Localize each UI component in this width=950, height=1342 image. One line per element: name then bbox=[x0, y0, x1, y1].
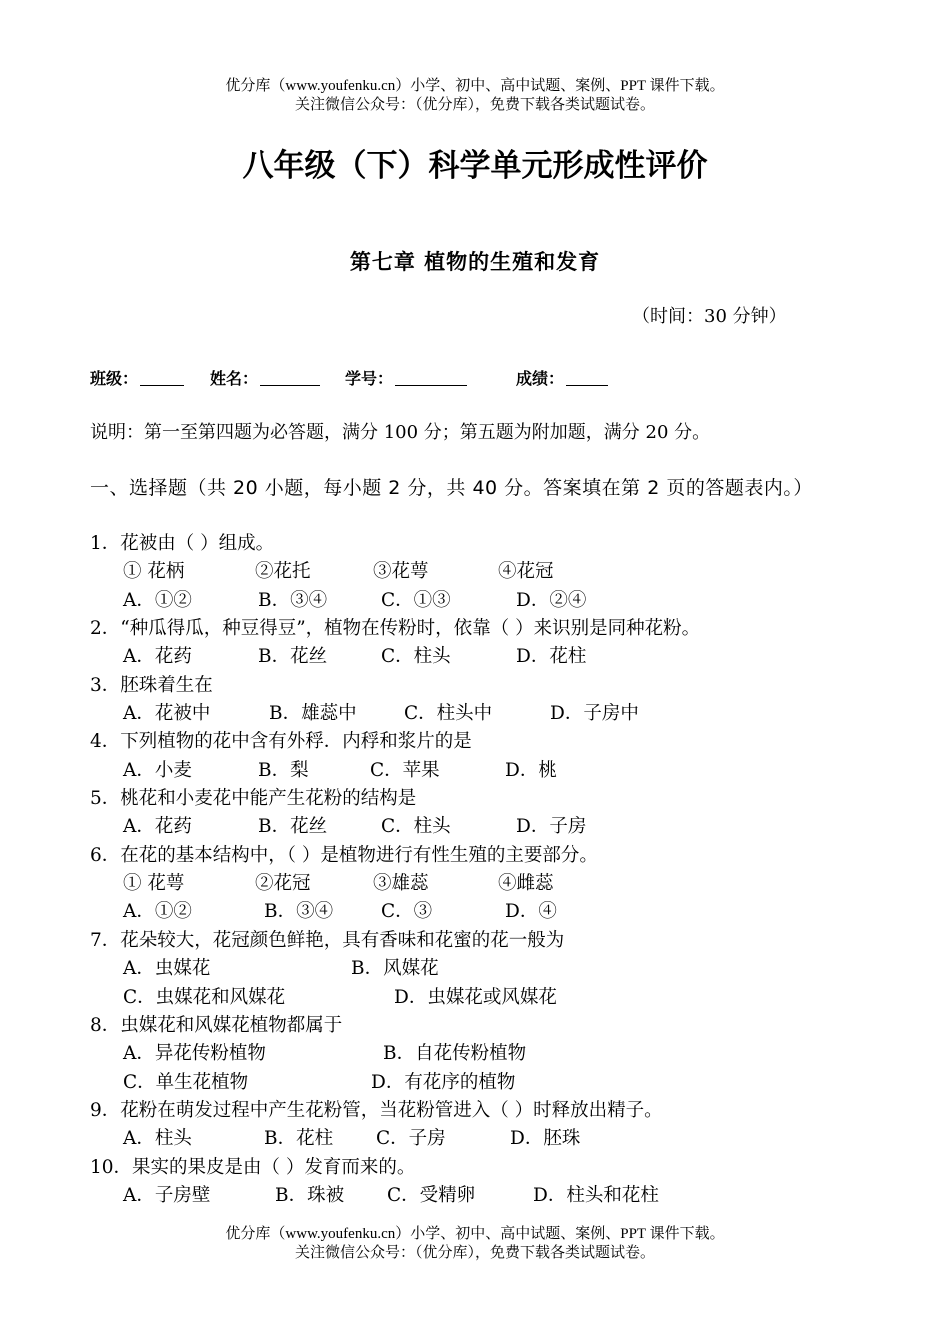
sub-option-row bbox=[123, 870, 890, 898]
sub-option: ②花冠 bbox=[255, 873, 311, 895]
class-label: 班级： bbox=[90, 369, 139, 388]
option-b[interactable]: B．梨 bbox=[258, 759, 309, 781]
student-number-blank[interactable] bbox=[395, 369, 467, 386]
sub-option: ③雄蕊 bbox=[373, 873, 429, 895]
option-row bbox=[123, 1182, 890, 1210]
header-banner-line2: 关注微信公众号：（优分库），免费下载各类试题试卷。 bbox=[294, 97, 655, 113]
option-c[interactable]: C．①③ bbox=[381, 589, 451, 611]
option-a[interactable]: A．花药 bbox=[123, 816, 192, 838]
option-row bbox=[123, 984, 890, 1012]
sub-option: ① 花萼 bbox=[123, 873, 185, 895]
name-field bbox=[210, 366, 320, 389]
option-c[interactable]: C．虫媒花和风媒花 bbox=[123, 986, 286, 1008]
option-row bbox=[123, 955, 890, 983]
instructions: 说明：第一至第四题为必答题，满分 100 分；第五题为附加题，满分 20 分。 bbox=[90, 422, 711, 443]
option-b[interactable]: B．风媒花 bbox=[351, 958, 439, 980]
sub-option: ④雌蕊 bbox=[498, 873, 554, 895]
option-row bbox=[123, 813, 890, 841]
class-blank[interactable] bbox=[140, 369, 184, 386]
option-d[interactable]: D．④ bbox=[505, 901, 557, 923]
option-b[interactable]: B．③④ bbox=[264, 901, 334, 923]
name-label: 姓名： bbox=[210, 369, 259, 388]
question-stem: 7．花朵较大，花冠颜色鲜艳，具有香味和花蜜的花一般为 bbox=[90, 929, 565, 951]
sub-option-row bbox=[123, 558, 890, 586]
option-c[interactable]: C．柱头 bbox=[381, 816, 451, 838]
option-a[interactable]: A．①② bbox=[123, 901, 192, 923]
option-d[interactable]: D．胚珠 bbox=[510, 1128, 581, 1150]
option-d[interactable]: D．柱头和花柱 bbox=[533, 1184, 659, 1206]
option-row bbox=[123, 1040, 890, 1068]
option-d[interactable]: D．桃 bbox=[505, 759, 557, 781]
question-stem: 9．花粉在萌发过程中产生花粉管，当花粉管进入（ ）时释放出精子。 bbox=[90, 1099, 663, 1121]
sub-option: ③花萼 bbox=[373, 561, 429, 583]
chapter-title: 第七章 植物的生殖和发育 bbox=[349, 250, 601, 274]
question-stem: 3．胚珠着生在 bbox=[90, 674, 213, 696]
option-row bbox=[123, 1125, 890, 1153]
footer-banner-line1: 优分库（www.youfenku.cn）小学、初中、高中试题、案例、PPT 课件下载。 bbox=[225, 1226, 725, 1242]
header-banner-line1: 优分库（www.youfenku.cn）小学、初中、高中试题、案例、PPT 课件下载。 bbox=[225, 78, 725, 94]
question-stem: 5．桃花和小麦花中能产生花粉的结构是 bbox=[90, 788, 417, 810]
option-a[interactable]: A．小麦 bbox=[123, 759, 192, 781]
option-row bbox=[123, 1069, 890, 1097]
option-a[interactable]: A．虫媒花 bbox=[123, 958, 211, 980]
class-field bbox=[90, 366, 184, 389]
question-stem: 4．下列植物的花中含有外稃．内稃和浆片的是 bbox=[90, 731, 472, 753]
footer-banner bbox=[0, 1225, 950, 1263]
question-stem: 6．在花的基本结构中，（ ）是植物进行有性生殖的主要部分。 bbox=[90, 844, 598, 866]
sub-option: ②花托 bbox=[255, 561, 311, 583]
option-a[interactable]: A．异花传粉植物 bbox=[123, 1043, 266, 1065]
option-b[interactable]: B．花丝 bbox=[258, 816, 328, 838]
score-blank[interactable] bbox=[566, 369, 608, 386]
section-heading: 一、选择题（共 20 小题，每小题 2 分，共 40 分。答案填在第 2 页的答题表内。） bbox=[90, 477, 813, 499]
option-b[interactable]: B．花丝 bbox=[258, 646, 328, 668]
option-d[interactable]: D．虫媒花或风媒花 bbox=[394, 986, 557, 1008]
option-c[interactable]: C．③ bbox=[381, 901, 433, 923]
question-stem: 1．花被由（ ）组成。 bbox=[90, 533, 275, 554]
student-number-field bbox=[345, 366, 467, 389]
option-b[interactable]: B．自花传粉植物 bbox=[383, 1043, 527, 1065]
header-banner bbox=[0, 77, 950, 115]
option-row bbox=[123, 643, 890, 671]
student-number-label: 学号： bbox=[345, 369, 394, 388]
score-field bbox=[516, 366, 608, 389]
option-c[interactable]: C．柱头中 bbox=[404, 703, 493, 725]
option-b[interactable]: B．花柱 bbox=[264, 1128, 334, 1150]
question-stem: 2．“种瓜得瓜，种豆得豆”，植物在传粉时，依靠（ ）来识别是同种花粉。 bbox=[90, 618, 701, 640]
option-a[interactable]: A．①② bbox=[123, 589, 192, 611]
option-c[interactable]: C．柱头 bbox=[381, 646, 451, 668]
option-d[interactable]: D．②④ bbox=[516, 589, 587, 611]
sub-option: ④花冠 bbox=[498, 561, 554, 583]
option-a[interactable]: A．花药 bbox=[123, 646, 192, 668]
question-list bbox=[90, 530, 890, 1210]
option-row bbox=[123, 587, 890, 615]
time-note: （时间：30 分钟） bbox=[632, 306, 787, 327]
option-b[interactable]: B．③④ bbox=[258, 589, 328, 611]
option-row bbox=[123, 700, 890, 728]
option-c[interactable]: C．苹果 bbox=[370, 759, 440, 781]
option-row bbox=[123, 757, 890, 785]
sub-option: ① 花柄 bbox=[123, 561, 185, 583]
option-d[interactable]: D．子房 bbox=[516, 816, 587, 838]
option-b[interactable]: B．雄蕊中 bbox=[269, 703, 357, 725]
option-c[interactable]: C．单生花植物 bbox=[123, 1071, 249, 1093]
option-c[interactable]: C．子房 bbox=[376, 1128, 446, 1150]
name-blank[interactable] bbox=[260, 369, 320, 386]
score-label: 成绩： bbox=[516, 369, 565, 388]
option-d[interactable]: D．有花序的植物 bbox=[371, 1071, 516, 1093]
option-b[interactable]: B．珠被 bbox=[275, 1184, 345, 1206]
question-stem: 8．虫媒花和风媒花植物都属于 bbox=[90, 1014, 343, 1036]
option-a[interactable]: A．花被中 bbox=[123, 703, 211, 725]
footer-banner-line2: 关注微信公众号：（优分库），免费下载各类试题试卷。 bbox=[294, 1245, 655, 1261]
option-a[interactable]: A．子房壁 bbox=[123, 1184, 211, 1206]
option-d[interactable]: D．子房中 bbox=[550, 703, 639, 725]
option-a[interactable]: A．柱头 bbox=[123, 1128, 192, 1150]
option-row bbox=[123, 898, 890, 926]
option-c[interactable]: C．受精卵 bbox=[387, 1184, 476, 1206]
page-title: 八年级（下）科学单元形成性评价 bbox=[242, 148, 708, 184]
question-stem: 10．果实的果皮是由（ ）发育而来的。 bbox=[90, 1156, 416, 1178]
option-d[interactable]: D．花柱 bbox=[516, 646, 587, 668]
